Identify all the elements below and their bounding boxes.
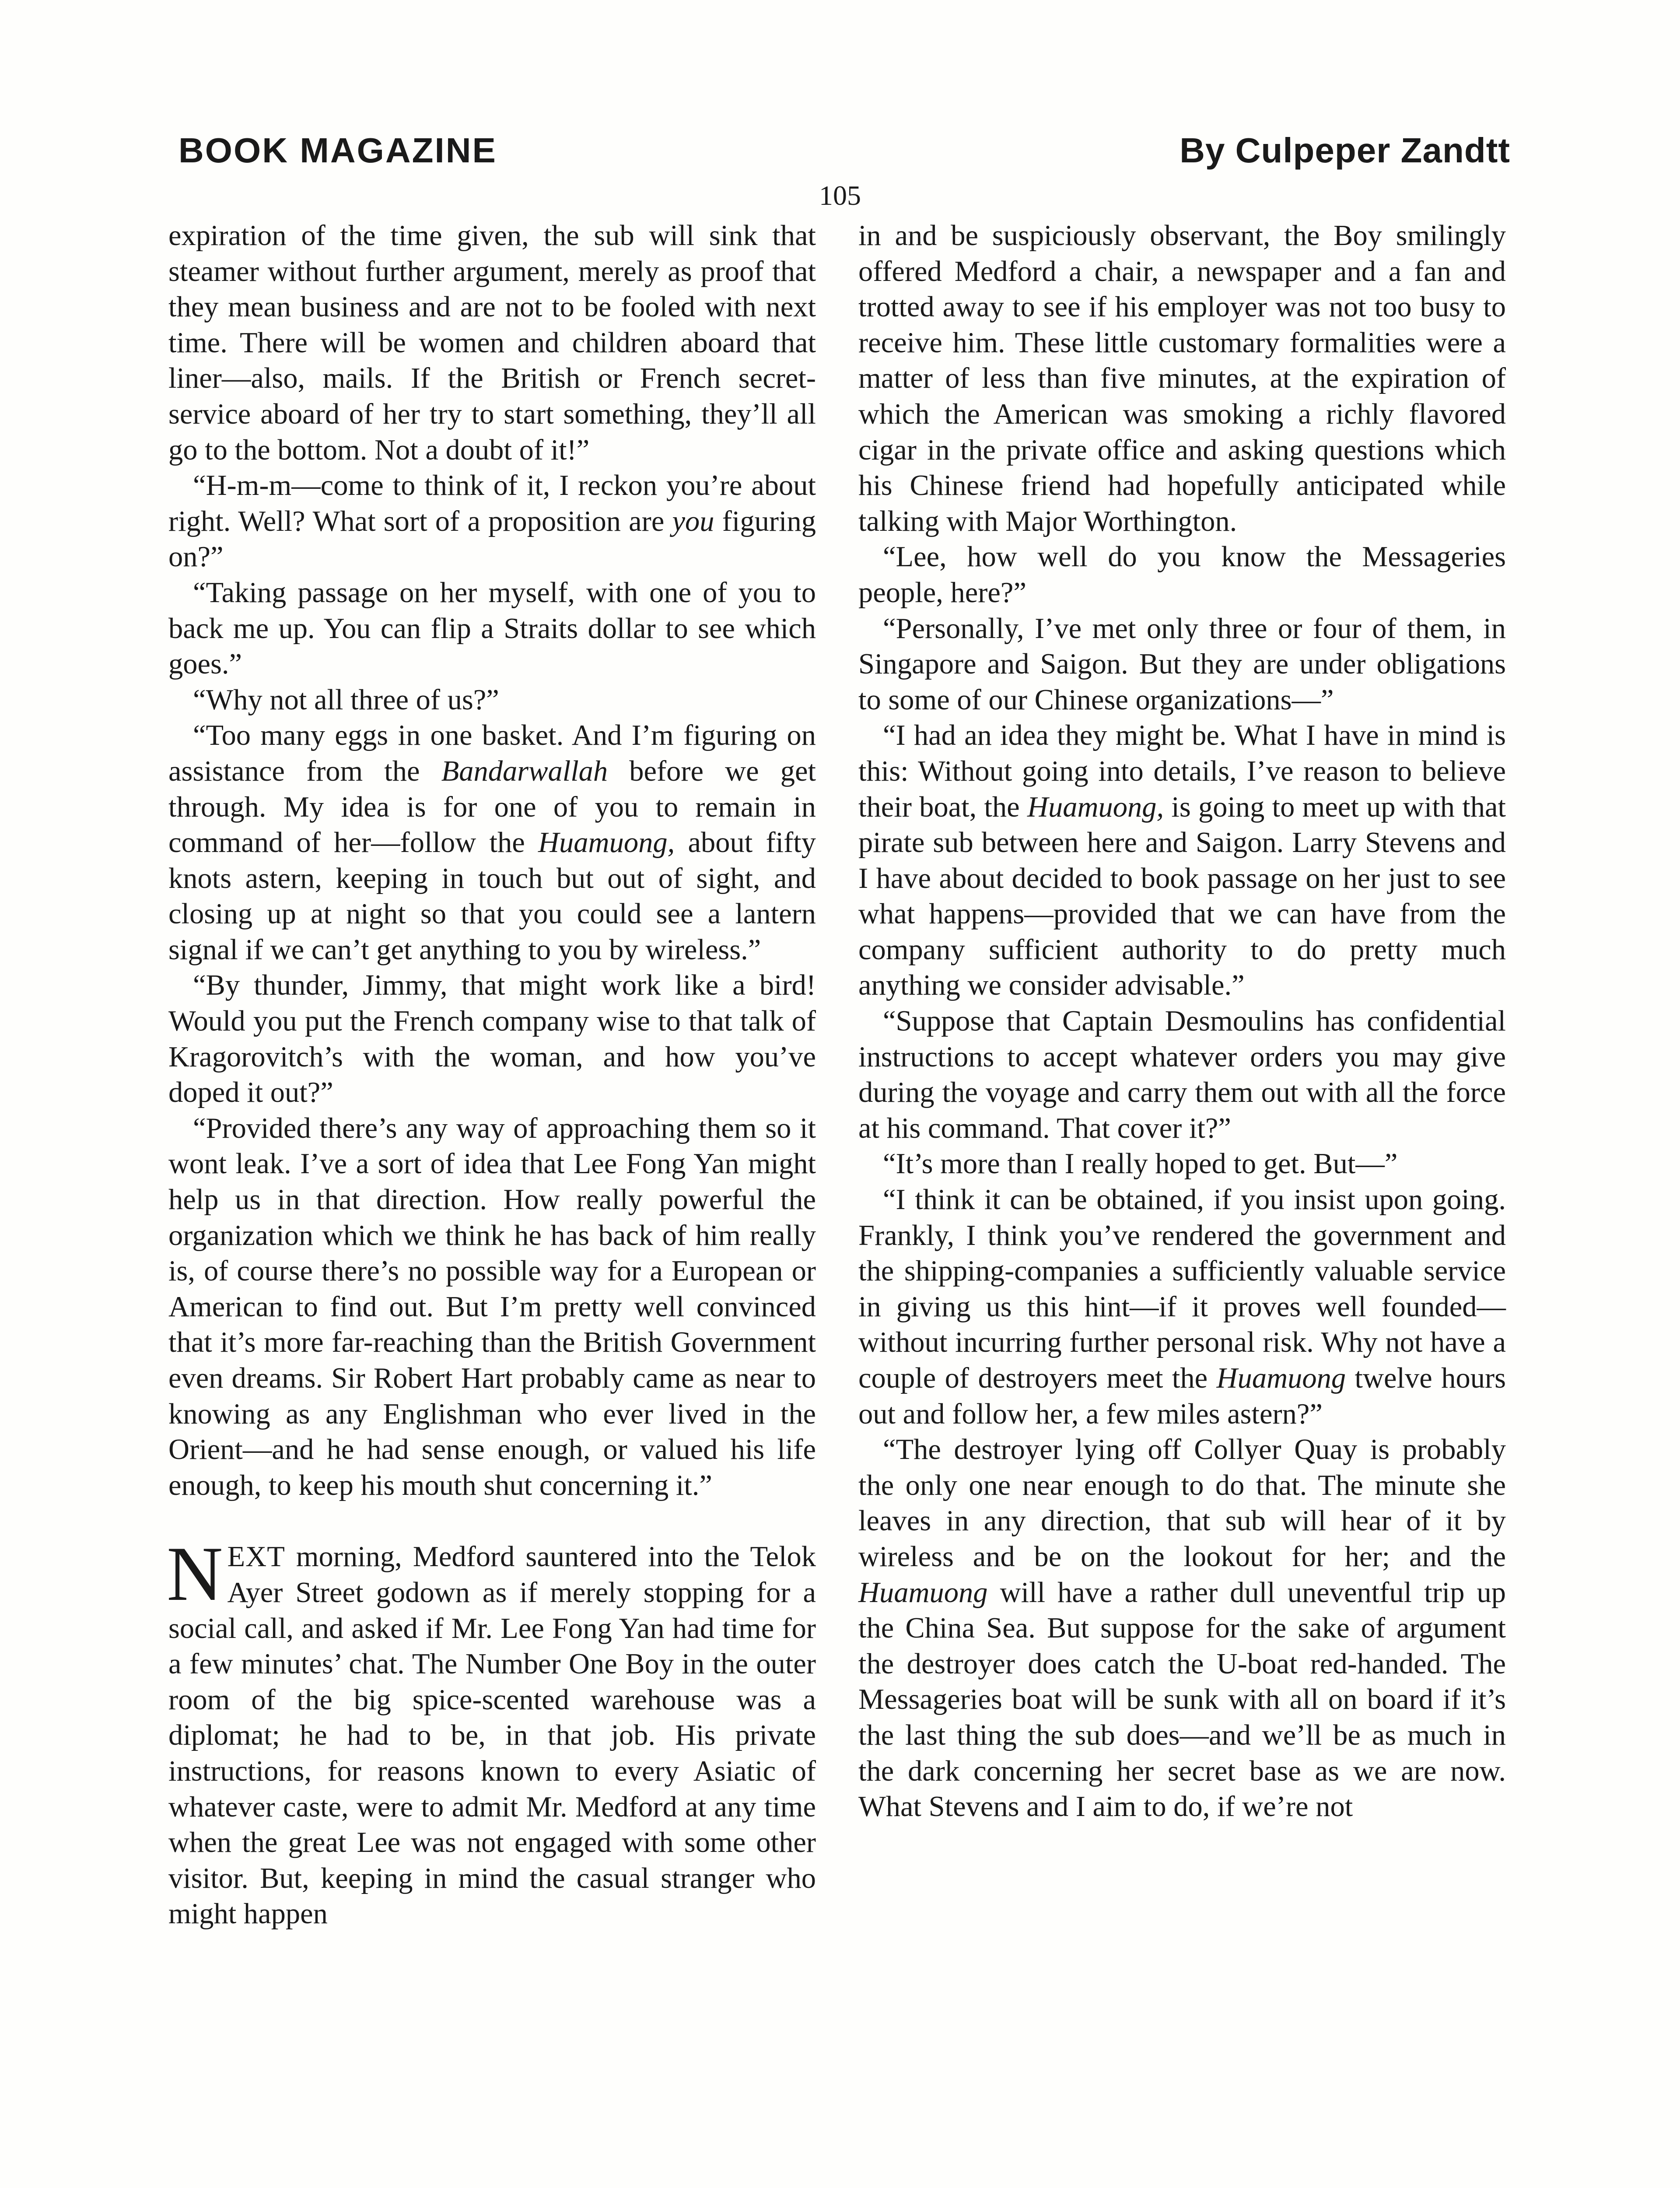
paragraph: expiration of the time given, the sub will sink that steamer without further argument, merely as proof that they mean business and are not to be fooled with next time. There will be women and children aboard that liner—also, mails. If the British or French secret-service aboard of her try to start something, they’ll all go to the bottom. Not a doubt of it!” xyxy=(168,220,816,466)
left-column xyxy=(168,218,816,1932)
paragraph: “Lee, how well do you know the Messageries people, here?” xyxy=(858,541,1506,609)
magazine-title: BOOK MAGAZINE xyxy=(178,131,497,170)
right-column xyxy=(858,218,1506,1825)
author-byline: By Culpeper Zandtt xyxy=(1180,131,1510,170)
paragraph: “By thunder, Jimmy, that might work like a bird! Would you put the French company wise to that talk of Kragorovitch’s with the woman, and how you’ve doped it out?” xyxy=(168,969,816,1109)
paragraph: “I had an idea they might be. What I have in mind is this: Without going into details, I’ve reason to believe their boat, the Huamuong, is going to meet up with that pirate sub between here and Saigon. Larry Stevens and I have about decided to book passage on her just to see what happens—provided that we can have from the company sufficient authority to do pretty much anything we consider advisable.” xyxy=(858,719,1506,1002)
page-number: 105 xyxy=(819,180,861,211)
paragraph: “Why not all three of us?” xyxy=(193,684,499,716)
paragraph: “Taking passage on her myself, with one of you to back me up. You can flip a Straits dollar to see which goes.” xyxy=(168,576,816,680)
paragraph: “Suppose that Captain Desmoulins has confidential instructions to accept whatever orders you may give during the voyage and carry them out with all the force at his command. That cover it?” xyxy=(858,1005,1506,1144)
paragraph: in and be suspiciously observant, the Boy smilingly offered Medford a chair, a newspaper and a fan and trotted away to see if his employer was not too busy to receive him. These little customary formalities were a matter of less than five minutes, at the expiration of which the American was smoking a richly flavored cigar in the private office and asking questions which his Chinese friend had hopefully anticipated while talking with Major Worthington. xyxy=(858,220,1506,537)
paragraph: “The destroyer lying off Collyer Quay is probably the only one near enough to do that. The minute she leaves in any direction, that sub will hear of it by wireless and be on the lookout for her; and the Huamuong will have a rather dull uneventful trip up the China Sea. But suppose for the sake of argument the destroyer does catch the U-boat red-handed. The Messageries boat will be sunk with all on board if it’s the last thing the sub does—and we’ll be as much in the dark concerning her secret base as we are now. What Stevens and I aim to do, if we’re not xyxy=(858,1434,1506,1823)
paragraph: “I think it can be obtained, if you insist upon going. Frankly, I think you’ve rendered the government and the shipping-companies a sufficiently valuable service in giving us this hint—if it proves well founded—without incurring further personal risk. Why not have a couple of destroyers meet the Huamuong twelve hours out and follow her, a few miles astern?” xyxy=(858,1184,1506,1430)
paragraph: “Personally, I’ve met only three or four of them, in Singapore and Saigon. But they are under obligations to some of our Chinese organizations—” xyxy=(858,612,1506,716)
paragraph: “H-m-m—come to think of it, I reckon you’re about right. Well? What sort of a proposition are you figuring on?” xyxy=(168,470,816,573)
drop-cap: N xyxy=(167,1530,223,1617)
section-break xyxy=(168,1503,816,1539)
paragraph: “It’s more than I really hoped to get. But—” xyxy=(883,1148,1398,1180)
paragraph: “Provided there’s any way of approaching them so it wont leak. I’ve a sort of idea that Lee Fong Yan might help us in that direction. How really powerful the organization which we think he has back of him really is, of course there’s no possible way for a European or American to find out. But I’m pretty well convinced that it’s more far-reaching than the British Government even dreams. Sir Robert Hart probably came as near to knowing as any Englishman who ever lived in the Orient—and he had sense enough, or valued his life enough, to keep his mouth shut concerning it.” xyxy=(168,1112,816,1501)
paragraph: “Too many eggs in one basket. And I’m figuring on assistance from the Bandarwallah before we get through. My idea is for one of you to remain in command of her—follow the Huamuong, about fifty knots astern, keeping in touch but out of sight, and closing up at night so that you could see a lantern signal if we can’t get anything to you by wireless.” xyxy=(168,719,816,966)
paragraph: NEXT morning, Medford sauntered into the Telok Ayer Street godown as if merely stopping for a social call, and asked if Mr. Lee Fong Yan had time for a few minutes’ chat. The Number One Boy in the outer room of the big spice-scented warehouse was a diplomat; he had to be, in that job. His private instructions, for reasons known to every Asiatic of whatever caste, were to admit Mr. Medford at any time when the great Lee was not engaged with some other visitor. But, keeping in mind the casual stranger who might happen xyxy=(167,1530,816,1930)
